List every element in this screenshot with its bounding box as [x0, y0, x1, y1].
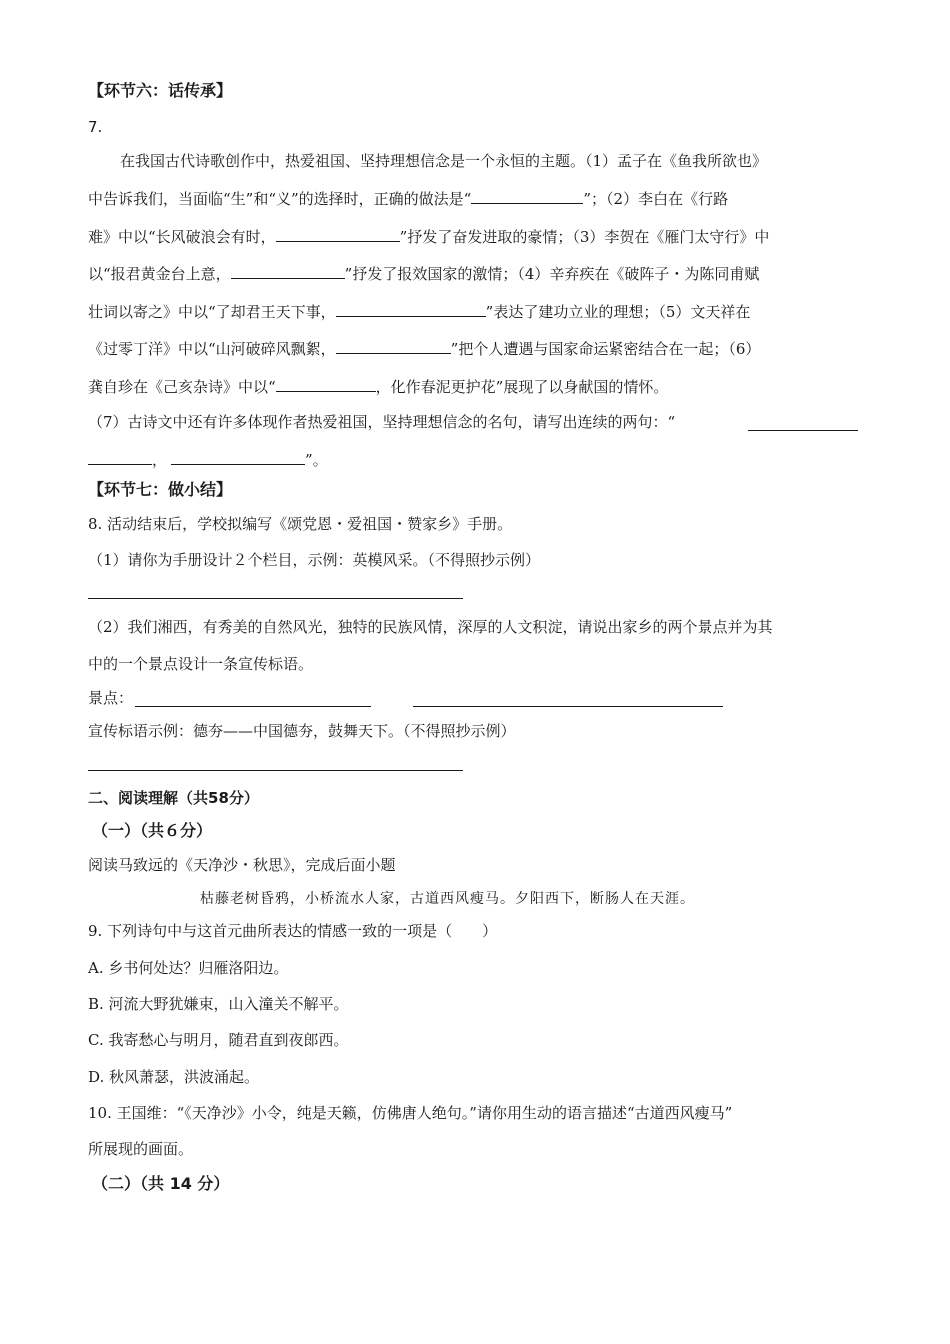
q7-line-4-text: 以“报君黄金台上意，: [88, 265, 231, 283]
answer-line-columns[interactable]: [88, 598, 463, 599]
q9-option-b[interactable]: B. 河流大野犹嫌束，山入潼关不解平。: [88, 995, 349, 1013]
section6-heading: 【环节六：话传承】: [88, 81, 233, 100]
q9-option-c[interactable]: C. 我寄愁心与明月，随君直到夜郎西。: [88, 1031, 349, 1049]
q7-line-9-comma: ，: [152, 451, 168, 469]
q7-line-6-tail: ”把个人遭遇与国家命运紧密结合在一起；（6）: [450, 340, 761, 358]
q7-line-9-tail: ”。: [305, 451, 328, 469]
answer-blank-mencius[interactable]: [471, 187, 583, 204]
q8-part2-line-1: （2）我们湘西，有秀美的自然风光，独特的民族风情，深厚的人文积淀，请说出家乡的两个景点并为其: [88, 618, 773, 636]
q7-line-3: [88, 225, 769, 248]
q7-number: 7.: [88, 118, 103, 136]
answer-blank-part7-a[interactable]: [748, 430, 858, 431]
q8-part1: （1）请你为手册设计２个栏目，示例：英模风采。（不得照抄示例）: [88, 551, 541, 569]
spots-label: 景点：: [88, 689, 134, 707]
q7-line-5: [88, 300, 750, 323]
part2-heading: 二、阅读理解（共58分）: [88, 789, 259, 807]
q7-line-2-text: 中告诉我们，当面临“生”和“义”的选择时，正确的做法是“: [88, 190, 472, 208]
poem-text: 枯藤老树昏鸦，小桥流水人家，古道西风瘦马。夕阳西下，断肠人在天涯。: [200, 891, 695, 907]
q7-line-5-tail: ”表达了建功立业的理想；（5）文天祥在: [485, 303, 751, 321]
answer-blank-part7-c[interactable]: [171, 448, 305, 465]
q7-line-6: [88, 337, 760, 360]
q7-line-3-text: 难》中以“长风破浪会有时，: [88, 228, 276, 246]
q7-line-6-text: 《过零丁洋》中以“山河破碎风飘絮，: [88, 340, 336, 358]
q10-line-1: 10. 王国维：“《天净沙》小令，纯是天籁，仿佛唐人绝句。”请你用生动的语言描述“古道西风瘦马”: [88, 1104, 733, 1122]
q7-line-5-text: 壮词以寄之》中以“了却君王天下事，: [88, 303, 336, 321]
part2-sub1-heading: （一）（共６分）: [92, 821, 213, 840]
q9-option-a[interactable]: A. 乡书何处达？归雁洛阳边。: [88, 959, 289, 977]
q7-line-3-tail: ”抒发了奋发进取的豪情；（3）李贺在《雁门太守行》中: [399, 228, 770, 246]
answer-blank-part7-b[interactable]: [88, 448, 152, 465]
q7-line-7-tail: ，化作春泥更护花”展现了以身献国的情怀。: [375, 378, 669, 396]
answer-blank-lihe[interactable]: [231, 262, 345, 279]
q8-part2-line-2: 中的一个景点设计一条宣传标语。: [88, 655, 314, 673]
q8-intro: 8. 活动结束后，学校拟编写《颂党恩・爱祖国・赞家乡》手册。: [88, 515, 513, 533]
answer-blank-libai[interactable]: [276, 225, 400, 242]
answer-line-spot-2[interactable]: [413, 706, 723, 707]
q7-line-1: 在我国古代诗歌创作中，热爱祖国、坚持理想信念是一个永恒的主题。（1）孟子在《鱼我所欲也》: [120, 152, 768, 170]
q9-option-d[interactable]: D. 秋风萧瑟，洪波涌起。: [88, 1068, 260, 1086]
answer-blank-xinqiji[interactable]: [336, 300, 486, 317]
answer-blank-wentianxiang[interactable]: [336, 337, 451, 354]
answer-line-spot-1[interactable]: [135, 706, 371, 707]
q7-line-2: [88, 187, 728, 210]
answer-line-slogan[interactable]: [88, 770, 463, 771]
section7-heading: 【环节七：做小结】: [88, 480, 233, 499]
q7-line-4: [88, 262, 759, 285]
q7-line-4-tail: ”抒发了报效国家的激情；（4）辛弃疾在《破阵子・为陈同甫赋: [344, 265, 760, 283]
q7-line-7-text: 龚自珍在《己亥杂诗》中以“: [88, 378, 276, 396]
q7-line-2-tail: ”；（2）李白在《行路: [583, 190, 729, 208]
q7-line-9: [88, 448, 328, 471]
reading-instruction: 阅读马致远的《天净沙・秋思》，完成后面小题: [88, 856, 396, 874]
q7-line-8: [88, 411, 675, 433]
q7-part7-prompt: （7）古诗文中还有许多体现作者热爱祖国，坚持理想信念的名句，请写出连续的两句：“: [88, 413, 676, 431]
slogan-example: 宣传标语示例：德夯——中国德夯，鼓舞天下。（不得照抄示例）: [88, 722, 516, 740]
part2-sub2-heading: （二）（共 14 分）: [92, 1174, 230, 1193]
q9-stem: 9. 下列诗句中与这首元曲所表达的情感一致的一项是（ ）: [88, 922, 498, 940]
q10-line-2: 所展现的画面。: [88, 1140, 194, 1158]
answer-blank-gongzizhen[interactable]: [276, 375, 376, 392]
q7-line-7: [88, 375, 668, 398]
